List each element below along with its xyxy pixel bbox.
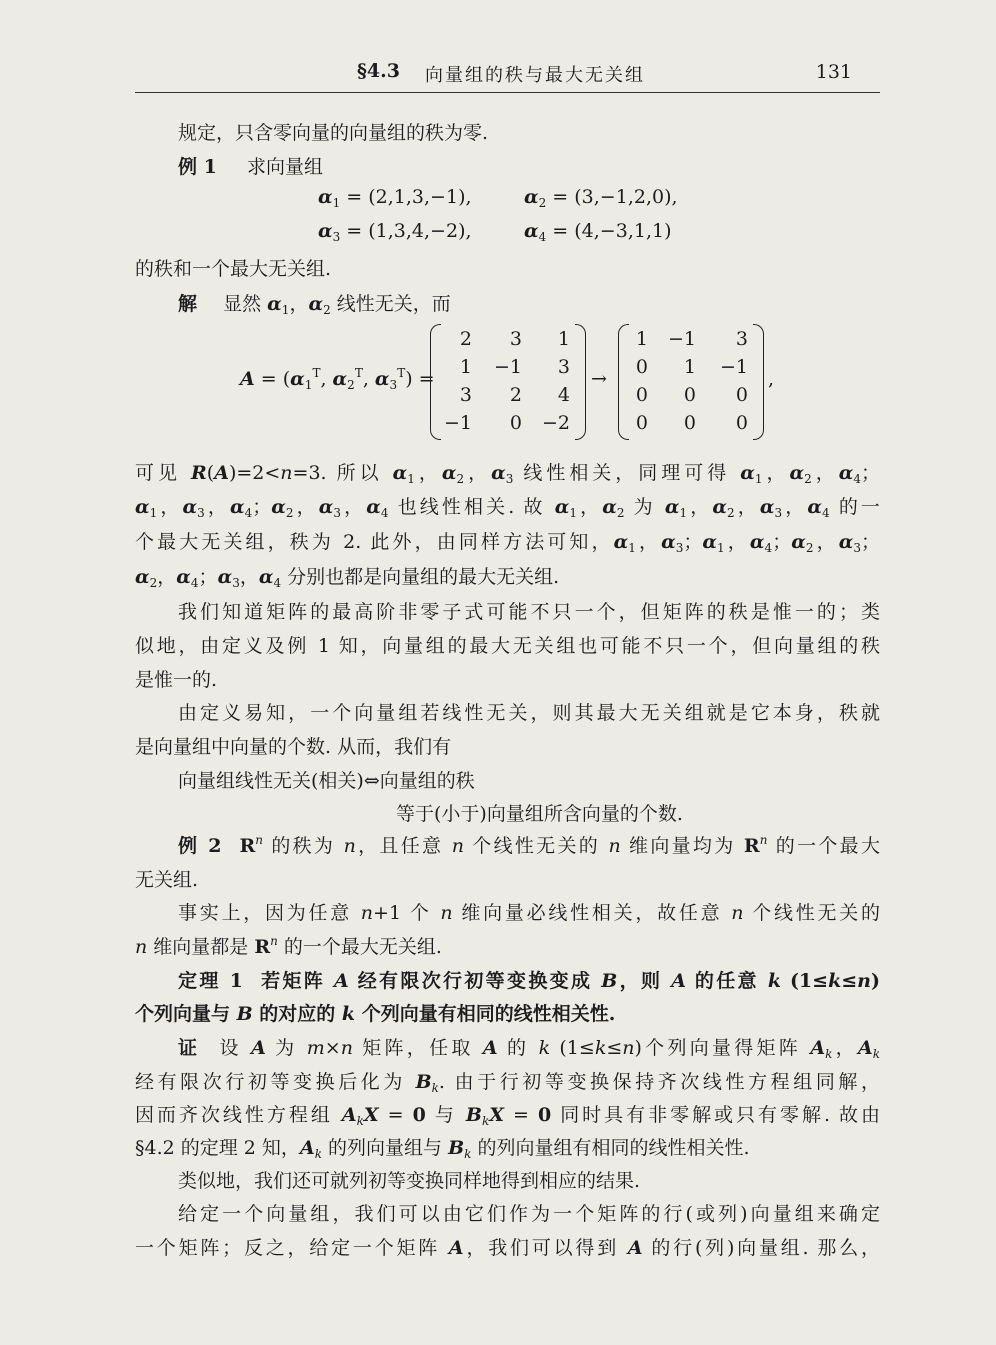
section-number: §4.3 [357, 60, 400, 82]
matrix-cell: 0 [735, 412, 748, 434]
proof-line: 证 设 A 为 m×n 矩阵，任取 A 的 k (1≤k≤n)个列向量得矩阵 $A_k$，$A_k$ [178, 1037, 880, 1061]
text-line: 似地，由定义及例 1 知，向量组的最大无关组也可能不只一个，但向量组的秩 [135, 635, 880, 657]
matrix-label: $A = (\alpha_1^T$, $\alpha_2^T$, $\alpha_3^T$) = [240, 366, 435, 392]
text-line: 规定，只含零向量的向量组的秩为零. [178, 122, 489, 144]
matrix-cell: 0 [635, 356, 648, 378]
rank-conclusion-line: 可见 R(A)=2<n=3. 所以 $\alpha_1$，$\alpha_2$，$\alpha_3$ 线性相关，同理可得 $\alpha_1$，$\alpha_2$，$\alpha_4$； [135, 462, 880, 486]
matrix-row-echelon [618, 324, 764, 440]
text-line: n 维向量都是 $R^n$ 的一个最大无关组. [135, 934, 442, 958]
theorem-label: 定理 1 [178, 970, 243, 992]
example-text: 求向量组 [246, 156, 323, 178]
matrix-cell: 0 [683, 412, 696, 434]
matrix-cell: 3 [735, 328, 748, 350]
matrix-cell: 0 [683, 384, 696, 406]
transform-arrow: → [591, 368, 607, 390]
matrix-cell: 1 [683, 356, 696, 378]
text-line: 的秩和一个最大无关组. [135, 258, 332, 280]
proof-line: §4.2 的定理 2 知，$A_k$ 的列向量组与 $B_k$ 的列向量组有相同的线性相关性. [135, 1137, 750, 1161]
text-line: $\alpha_1$，$\alpha_3$，$\alpha_4$；$\alpha_2$，$\alpha_3$，$\alpha_4$ 也线性相关. 故 $\alpha_1$，$\alpha_2$ 为 $\alpha_1$，$\alpha_2$，$\alpha_3$，$\alpha_4$ 的一 [135, 496, 880, 520]
example-1-heading [178, 152, 323, 179]
matrix-cell: −1 [667, 328, 696, 350]
matrix-cell: 2 [509, 384, 522, 406]
equivalence-line-2: 等于(小于)向量组所含向量的个数. [396, 803, 683, 825]
right-bracket [575, 324, 586, 440]
matrix-cell: 0 [509, 412, 522, 434]
running-header [135, 58, 880, 93]
vector-alpha2: $\alpha_2 = (3,-1,2,0)$, [524, 186, 678, 210]
solution-label: 解 [178, 293, 198, 315]
matrix-cell: 1 [557, 328, 570, 350]
matrix-cell: 4 [557, 384, 570, 406]
text-line: 无关组. [135, 869, 199, 891]
theorem-1-line: 定理 1 若矩阵 A 经有限次行初等变换变成 B，则 A 的任意 k (1≤k≤n) [178, 970, 880, 992]
trailing-comma: , [768, 368, 775, 390]
text-line: $\alpha_2$，$\alpha_4$；$\alpha_3$，$\alpha_4$ 分别也都是向量组的最大无关组. [135, 566, 560, 590]
matrix-cell: 0 [735, 384, 748, 406]
proof-line: 因而齐次线性方程组 $A_kX = 0$ 与 $B_kX = 0$ 同时具有非零解或只有零解. 故由 [135, 1104, 881, 1128]
matrix-original [430, 324, 586, 440]
matrix-cell: 0 [635, 412, 648, 434]
page-number: 131 [815, 61, 852, 83]
text-line: 一个矩阵；反之，给定一个矩阵 A，我们可以得到 A 的行(列)向量组. 那么， [135, 1237, 880, 1259]
matrix-cell: −1 [719, 356, 748, 378]
vector-alpha4: $\alpha_4 = (4,-3,1,1)$ [524, 220, 672, 244]
right-bracket [753, 324, 764, 440]
matrix-cell: 3 [509, 328, 522, 350]
matrix-equation [240, 322, 800, 442]
matrix-cell: 2 [459, 328, 472, 350]
matrix-cell: 1 [459, 356, 472, 378]
vector-alpha3: $\alpha_3 = (1,3,4,-2)$, [318, 220, 472, 244]
example-2-line: 例 2 $R^n$ 的秩为 n，且任意 n 个线性无关的 n 维向量均为 $R^n$ 的一个最大 [178, 833, 880, 857]
example-label: 例 2 [178, 835, 222, 857]
proof-line: 经有限次行初等变换后化为 $B_k$. 由于行初等变换保持齐次线性方程组同解， [135, 1071, 880, 1095]
matrix-cell: −1 [443, 412, 472, 434]
text-line: 是向量组中向量的个数. 从而，我们有 [135, 736, 452, 758]
text-line: 事实上，因为任意 n+1 个 n 维向量必线性相关，故任意 n 个线性无关的 [178, 902, 880, 924]
text-line: 是惟一的. [135, 669, 218, 691]
matrix-cell: 1 [635, 328, 648, 350]
matrix-cell: 0 [635, 384, 648, 406]
matrix-cell: −1 [493, 356, 522, 378]
text-line: 由定义易知，一个向量组若线性无关，则其最大无关组就是它本身，秩就 [178, 702, 880, 724]
solution-heading: 解 显然 $\alpha_1$，$\alpha_2$ 线性无关，而 [178, 293, 451, 317]
matrix-cell: −2 [541, 412, 570, 434]
section-title: 向量组的秩与最大无关组 [425, 65, 645, 86]
matrix-cell: 3 [459, 384, 472, 406]
text-line: 我们知道矩阵的最高阶非零子式可能不只一个，但矩阵的秩是惟一的；类 [178, 601, 880, 623]
example-label: 例 1 [178, 156, 217, 178]
vector-alpha1: $\alpha_1 = (2,1,3,-1)$, [318, 186, 472, 210]
text-line: 给定一个向量组，我们可以由它们作为一个矩阵的行(或列)向量组来确定 [178, 1203, 880, 1225]
theorem-1-line: 个列向量与 B 的对应的 k 个列向量有相同的线性相关性. [135, 1003, 616, 1025]
text-line: 个最大无关组，秩为 2. 此外，由同样方法可知，$\alpha_1$，$\alpha_3$；$\alpha_1$，$\alpha_4$；$\alpha_2$，$\alpha_3$； [135, 531, 880, 555]
text-line: 类似地，我们还可就列初等变换同样地得到相应的结果. [178, 1170, 641, 1192]
matrix-cell: 3 [557, 356, 570, 378]
proof-label: 证 [178, 1037, 201, 1059]
equivalence-line-1: 向量组线性无关(相关)⇔向量组的秩 [178, 770, 475, 792]
